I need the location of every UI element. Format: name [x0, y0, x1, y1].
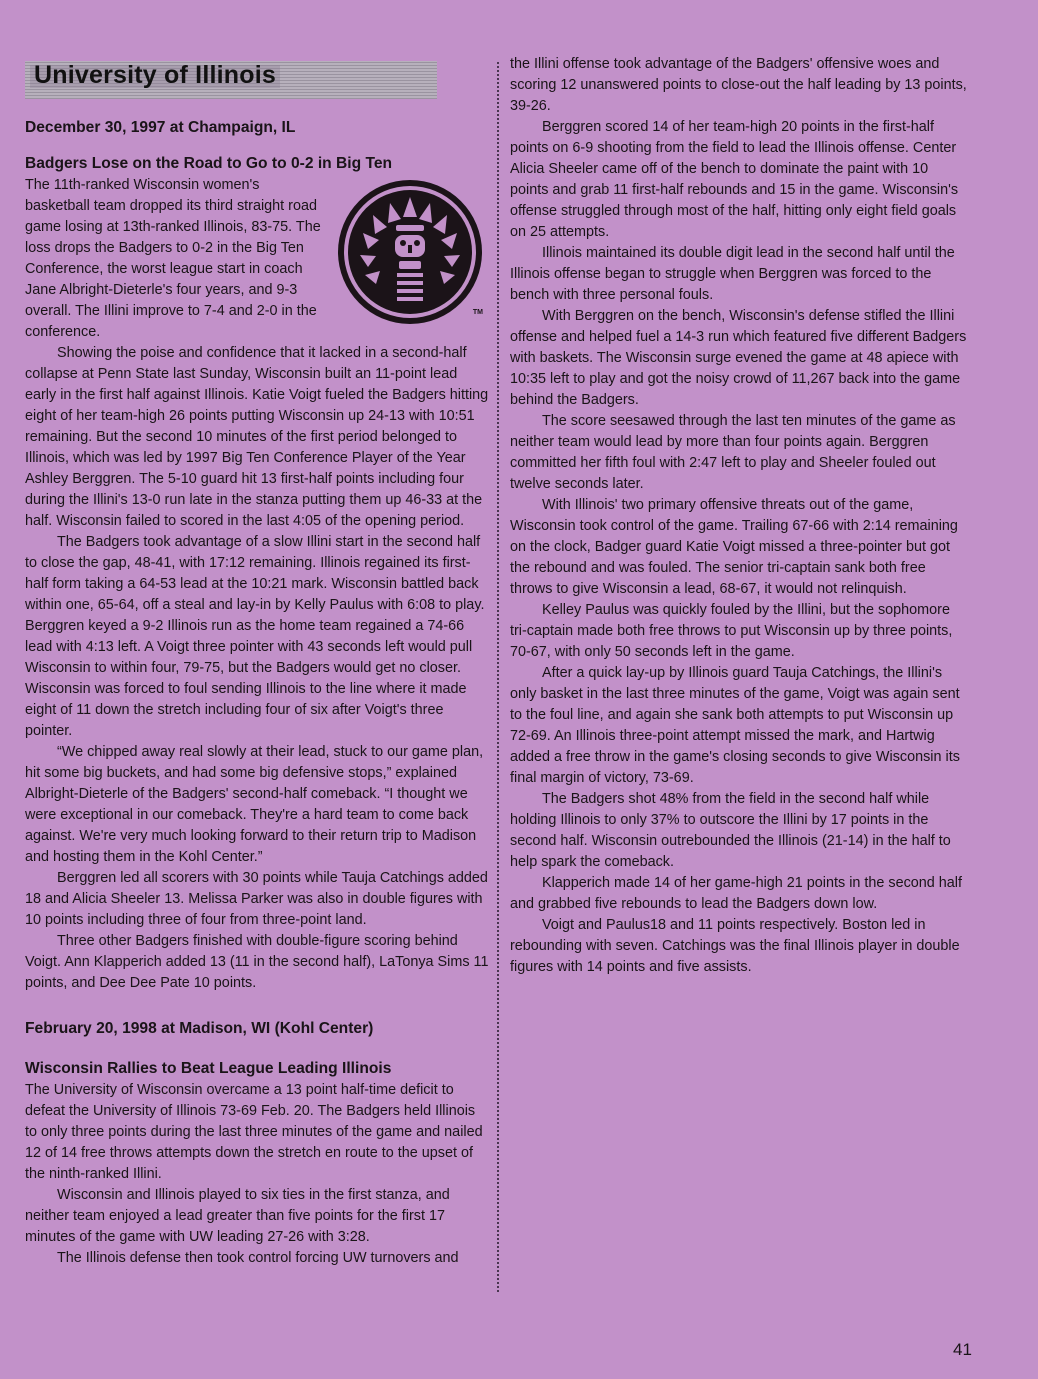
article1-paragraph: The 11th-ranked Wisconsin women's basketball team dropped its third straight road game losing at 13th-ranked Illinois, 83-75. The loss drops the Badgers to 0-2 in the Big Ten Conference, the worst league start in coach Jane Albright-Dieterle's four years, and 9-3 overall. The Illini improve to 7-4 and 2-0 in the conference. [25, 177, 321, 340]
banner-title: University of Illinois [30, 65, 280, 88]
article2-paragraph: the Illini offense took advantage of the Badgers' offensive woes and scoring 12 unanswered points to close-out the half leading by 13 points, 39-26. [510, 56, 967, 114]
article2-paragraph: Berggren scored 14 of her team-high 20 points in the first-half points on 6-9 shooting from the field to lead the Illinois offense. Center Alicia Sheeler came off of the bench to dominate the paint with 10 points and grab 11 first-half rebounds and 15 in the game. Wisconsin's offense struggled through most of the half, hitting only eight field goals on 25 attempts. [510, 119, 959, 240]
article2-date: February 20, 1998 at Madison, WI (Kohl Center) [25, 1020, 374, 1037]
article1-headline: Badgers Lose on the Road to Go to 0-2 in Big Ten [25, 155, 393, 172]
page-number: 41 [953, 1340, 972, 1359]
article2-headline: Wisconsin Rallies to Beat League Leading Illinois [25, 1060, 392, 1077]
article1-paragraph: “We chipped away real slowly at their lead, stuck to our game plan, hit some big buckets, and had some big defensive stops,” explained Albright-Dieterle of the Badgers' second-half comeback. “I thought we were exceptional in our comeback. They're a hard team to come back against. We're very much looking forward to their return trip to Madison and hosting them in the Kohl Center.” [25, 744, 484, 865]
article1-paragraph: Three other Badgers finished with double-figure scoring behind Voigt. Ann Klapperich added 13 (11 in the second half), LaTonya Sims 11 points, and Dee Dee Pate 10 points. [25, 933, 489, 991]
illini-chief-logo-icon [335, 177, 485, 327]
article1-date: December 30, 1997 at Champaign, IL [25, 119, 296, 136]
section-banner [25, 61, 437, 99]
article1-paragraph: Showing the poise and confidence that it lacked in a second-half collapse at Penn State last Sunday, Wisconsin built an 11-point lead early in the first half against Illinois. Katie Voigt fueled the Badgers hitting eight of her team-high 26 points putting Wisconsin up 24-13 with 10:51 remaining. But the second 10 minutes of the first period belonged to Illinois, which was led by 1997 Big Ten Conference Player of the Year Ashley Berggren. The 5-10 guard hit 13 first-half points including four during the Illini's 13-0 run late in the stanza putting them up 46-33 at the half. Wisconsin failed to scored in the last 4:05 of the opening period. [25, 345, 489, 529]
article2-paragraph: The University of Wisconsin overcame a 13 point half-time deficit to defeat the University of Illinois 73-69 Feb. 20. The Badgers held Illinois to only three points during the last three minutes of the game and nailed 12 of 14 free throws attempts down the stretch en route to the upset of the ninth-ranked Illini. [25, 1082, 483, 1182]
column-divider [497, 62, 499, 1292]
article2-paragraph: The Illinois defense then took control forcing UW turnovers and [57, 1250, 459, 1266]
article2-paragraph: Klapperich made 14 of her game-high 21 points in the second half and grabbed five rebounds to lead the Badgers down low. [510, 875, 962, 912]
right-column [510, 54, 970, 978]
article1-paragraph: The Badgers took advantage of a slow Illini start in the second half to close the gap, 48-41, with 17:12 remaining. Illinois regained its first-half form taking a 64-53 lead at the 10:21 mark. Wisconsin battled back within one, 65-64, off a steal and lay-in by Kelly Paulus with 6:08 to play. Berggren keyed a 9-2 Illinois run as the home team regained a 74-66 lead with 4:13 left. A Voigt three pointer with 43 seconds left would pull Wisconsin to within four, 79-75, but the Badgers would get no closer. Wisconsin was forced to foul sending Illinois to the line where it made eight of 11 down the stretch including four of six after Voigt's three pointer. [25, 534, 485, 739]
article1-paragraph: Berggren led all scorers with 30 points while Tauja Catchings added 18 and Alicia Sheeler 13. Melissa Parker was also in double figures with 10 points including three of four from three-point land. [25, 870, 488, 928]
illini-logo [335, 177, 497, 337]
article2-paragraph: Kelley Paulus was quickly fouled by the Illini, but the sophomore tri-captain made both free throws to put Wisconsin up by three points, 70-67, with only 50 seconds left in the game. [510, 602, 953, 660]
article2-paragraph: Illinois maintained its double digit lead in the second half until the Illinois offense began to struggle when Berggren was forced to the bench with three personal fouls. [510, 245, 955, 303]
article2-paragraph: Wisconsin and Illinois played to six ties in the first stanza, and neither team enjoyed a lead greater than five points for the first 17 minutes of the game with UW leading 27-26 with 3:28. [25, 1187, 450, 1245]
article2-paragraph: The score seesawed through the last ten minutes of the game as neither team would lead by more than four points again. Berggren committed her fifth foul with 2:47 left to play and Sheeler fouled out twelve seconds later. [510, 413, 956, 492]
article2-paragraph: Voigt and Paulus18 and 11 points respectively. Boston led in rebounding with seven. Catchings was the final Illinois player in double figures with 14 points and five assists. [510, 917, 960, 975]
article2-paragraph: The Badgers shot 48% from the field in the second half while holding Illinois to only 37% to outscore the Illini by 17 points in the second half. Wisconsin outrebounded the Illinois (21-14) in the half to help spark the comeback. [510, 791, 951, 870]
article2-paragraph: After a quick lay-up by Illinois guard Tauja Catchings, the Illini's only basket in the last three minutes of the game, Voigt was again sent to the foul line, and again she sank both attempts to put Wisconsin up 72-69. An Illinois three-point attempt missed the mark, and Hartwig added a free throw in the game's closing seconds to give Wisconsin its final margin of victory, 73-69. [510, 665, 960, 786]
article2-paragraph: With Illinois' two primary offensive threats out of the game, Wisconsin took control of the game. Trailing 67-66 with 2:14 remaining on the clock, Badger guard Katie Voigt missed a three-pointer but got the rebound and was fouled. The senior tri-captain sank both free throws to give Wisconsin a lead, 68-67, it would not relinquish. [510, 497, 958, 597]
article2-paragraph: With Berggren on the bench, Wisconsin's defense stifled the Illini offense and helped fuel a 14-3 run which featured five different Badgers with baskets. The Wisconsin surge evened the game at 48 apiece with 10:35 left to play and got the noisy crowd of 11,267 back into the game behind the Badgers. [510, 308, 967, 408]
left-column [25, 0, 489, 1269]
trademark-label: TM [472, 309, 483, 316]
